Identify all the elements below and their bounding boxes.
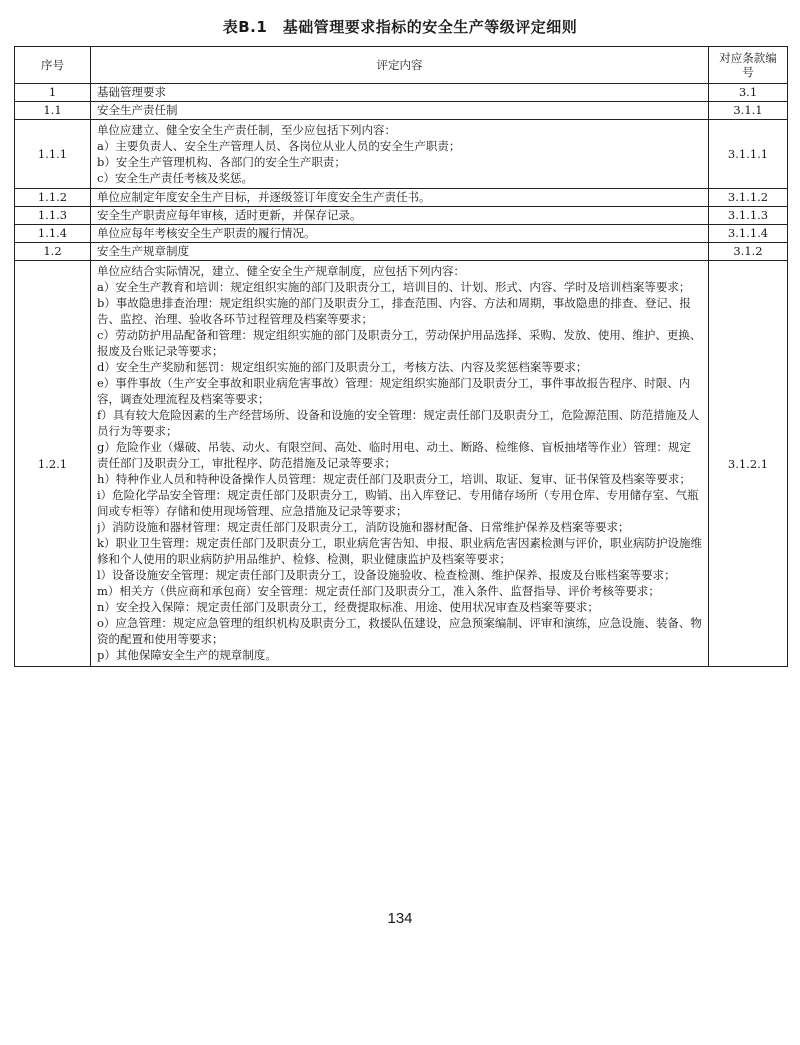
table-row	[15, 84, 788, 102]
row-ref: 3.1.1.1	[709, 120, 788, 189]
content-line: b）事故隐患排查治理：规定组织实施的部门及职责分工，排查范围、内容、方法和周期，事故隐患的排查、登记、报告、监控、治理、验收各环节过程管理及档案等要求；	[97, 296, 691, 326]
row-seq: 1.1.4	[15, 225, 91, 243]
content-line: 单位应结合实际情况，建立、健全安全生产规章制度，应包括下列内容：	[97, 264, 465, 278]
content-line: k）职业卫生管理：规定责任部门及职责分工，职业病危害告知、申报、职业病危害因素检测与评价，职业病防护设施维修和个人使用的职业病防护用品维护、检修、检测，职业健康监护及档案等要求；	[97, 536, 702, 566]
header-content: 评定内容	[91, 47, 709, 84]
row-ref: 3.1.1.2	[709, 189, 788, 207]
content-line: g）危险作业（爆破、吊装、动火、有限空间、高处、临时用电、动土、断路、检维修、盲板抽堵等作业）管理：规定责任部门及职责分工，审批程序、防范措施及记录等要求；	[97, 440, 691, 470]
content-line: n）安全投入保障：规定责任部门及职责分工，经费提取标准、用途、使用状况审查及档案等要求；	[97, 600, 599, 614]
table-row	[15, 120, 788, 189]
table-row	[15, 261, 788, 667]
header-ref: 对应条款编号	[709, 47, 788, 84]
content-line: c）劳动防护用品配备和管理：规定组织实施的部门及职责分工，劳动保护用品选择、采购、发放、使用、维护、更换、报废及台账记录等要求；	[97, 328, 702, 358]
table-header-row	[15, 47, 788, 84]
row-seq: 1.2	[15, 243, 91, 261]
table-row	[15, 243, 788, 261]
table-row	[15, 225, 788, 243]
row-content	[91, 207, 709, 225]
content-line: h）特种作业人员和特种设备操作人员管理：规定责任部门及职责分工，培训、取证、复审、证书保管及档案等要求；	[97, 472, 691, 486]
content-line: e）事件事故（生产安全事故和职业病危害事故）管理：规定组织实施部门及职责分工，事件事故报告程序、时限、内容，调查处理流程及档案等要求；	[97, 376, 691, 406]
row-ref: 3.1	[709, 84, 788, 102]
row-ref: 3.1.1.4	[709, 225, 788, 243]
row-seq: 1.1.1	[15, 120, 91, 189]
content-line: 单位应建立、健全安全生产责任制，至少应包括下列内容：	[97, 123, 396, 137]
row-content	[91, 225, 709, 243]
content-line: f）具有较大危险因素的生产经营场所、设备和设施的安全管理：规定责任部门及职责分工，危险源范围、防范措施及人员行为等要求；	[97, 408, 700, 438]
row-seq: 1.1	[15, 102, 91, 120]
content-line: 安全生产职责应每年审核，适时更新，并保存记录。	[97, 208, 362, 222]
content-line: j）消防设施和器材管理：规定责任部门及职责分工，消防设施和器材配备、日常维护保养及档案等要求；	[97, 520, 630, 534]
row-content	[91, 120, 709, 189]
content-line: d）安全生产奖励和惩罚：规定组织实施的部门及职责分工，考核方法、内容及奖惩档案等要求；	[97, 360, 588, 374]
row-ref: 3.1.1.3	[709, 207, 788, 225]
content-line: a）主要负责人、安全生产管理人员、各岗位从业人员的安全生产职责；	[97, 139, 461, 153]
row-seq: 1	[15, 84, 91, 102]
table-row	[15, 207, 788, 225]
row-ref: 3.1.1	[709, 102, 788, 120]
content-line: 单位应制定年度安全生产目标，并逐级签订年度安全生产责任书。	[97, 190, 431, 204]
row-content	[91, 261, 709, 667]
content-line: m）相关方（供应商和承包商）安全管理：规定责任部门及职责分工，准入条件、监督指导、评价考核等要求；	[97, 584, 660, 598]
table-title: 表B.1 基础管理要求指标的安全生产等级评定细则	[222, 18, 578, 36]
content-line: 安全生产责任制	[97, 103, 178, 117]
header-seq: 序号	[15, 47, 91, 84]
row-seq: 1.1.3	[15, 207, 91, 225]
row-seq: 1.1.2	[15, 189, 91, 207]
page-number: 134	[387, 910, 413, 927]
row-content	[91, 84, 709, 102]
content-line: p）其他保障安全生产的规章制度。	[97, 648, 277, 662]
content-line: 单位应每年考核安全生产职责的履行情况。	[97, 226, 316, 240]
table-row	[15, 189, 788, 207]
content-line: 安全生产规章制度	[97, 244, 189, 258]
content-line: b）安全生产管理机构、各部门的安全生产职责；	[97, 155, 346, 169]
content-line: i）危险化学品安全管理：规定责任部门及职责分工，购销、出入库登记、专用储存场所（专用仓库、专用储存室、气瓶间或专柜等）存储和使用现场管理、应急措施及记录等要求；	[97, 488, 699, 518]
content-line: 基础管理要求	[97, 85, 166, 99]
evaluation-table	[14, 46, 788, 667]
row-content	[91, 102, 709, 120]
table-row	[15, 102, 788, 120]
row-content	[91, 243, 709, 261]
content-line: a）安全生产教育和培训：规定组织实施的部门及职责分工，培训目的、计划、形式、内容、学时及培训档案等要求；	[97, 280, 691, 294]
row-seq: 1.2.1	[15, 261, 91, 667]
content-line: l）设备设施安全管理：规定责任部门及职责分工，设备设施验收、检查检测、维护保养、报废及台账档案等要求；	[97, 568, 676, 582]
row-content	[91, 189, 709, 207]
content-line: c）安全生产责任考核及奖惩。	[97, 171, 253, 185]
row-ref: 3.1.2.1	[709, 261, 788, 667]
content-line: o）应急管理：规定应急管理的组织机构及职责分工，救援队伍建设，应急预案编制、评审和演练，应急设施、装备、物资的配置和使用等要求；	[97, 616, 702, 646]
row-ref: 3.1.2	[709, 243, 788, 261]
